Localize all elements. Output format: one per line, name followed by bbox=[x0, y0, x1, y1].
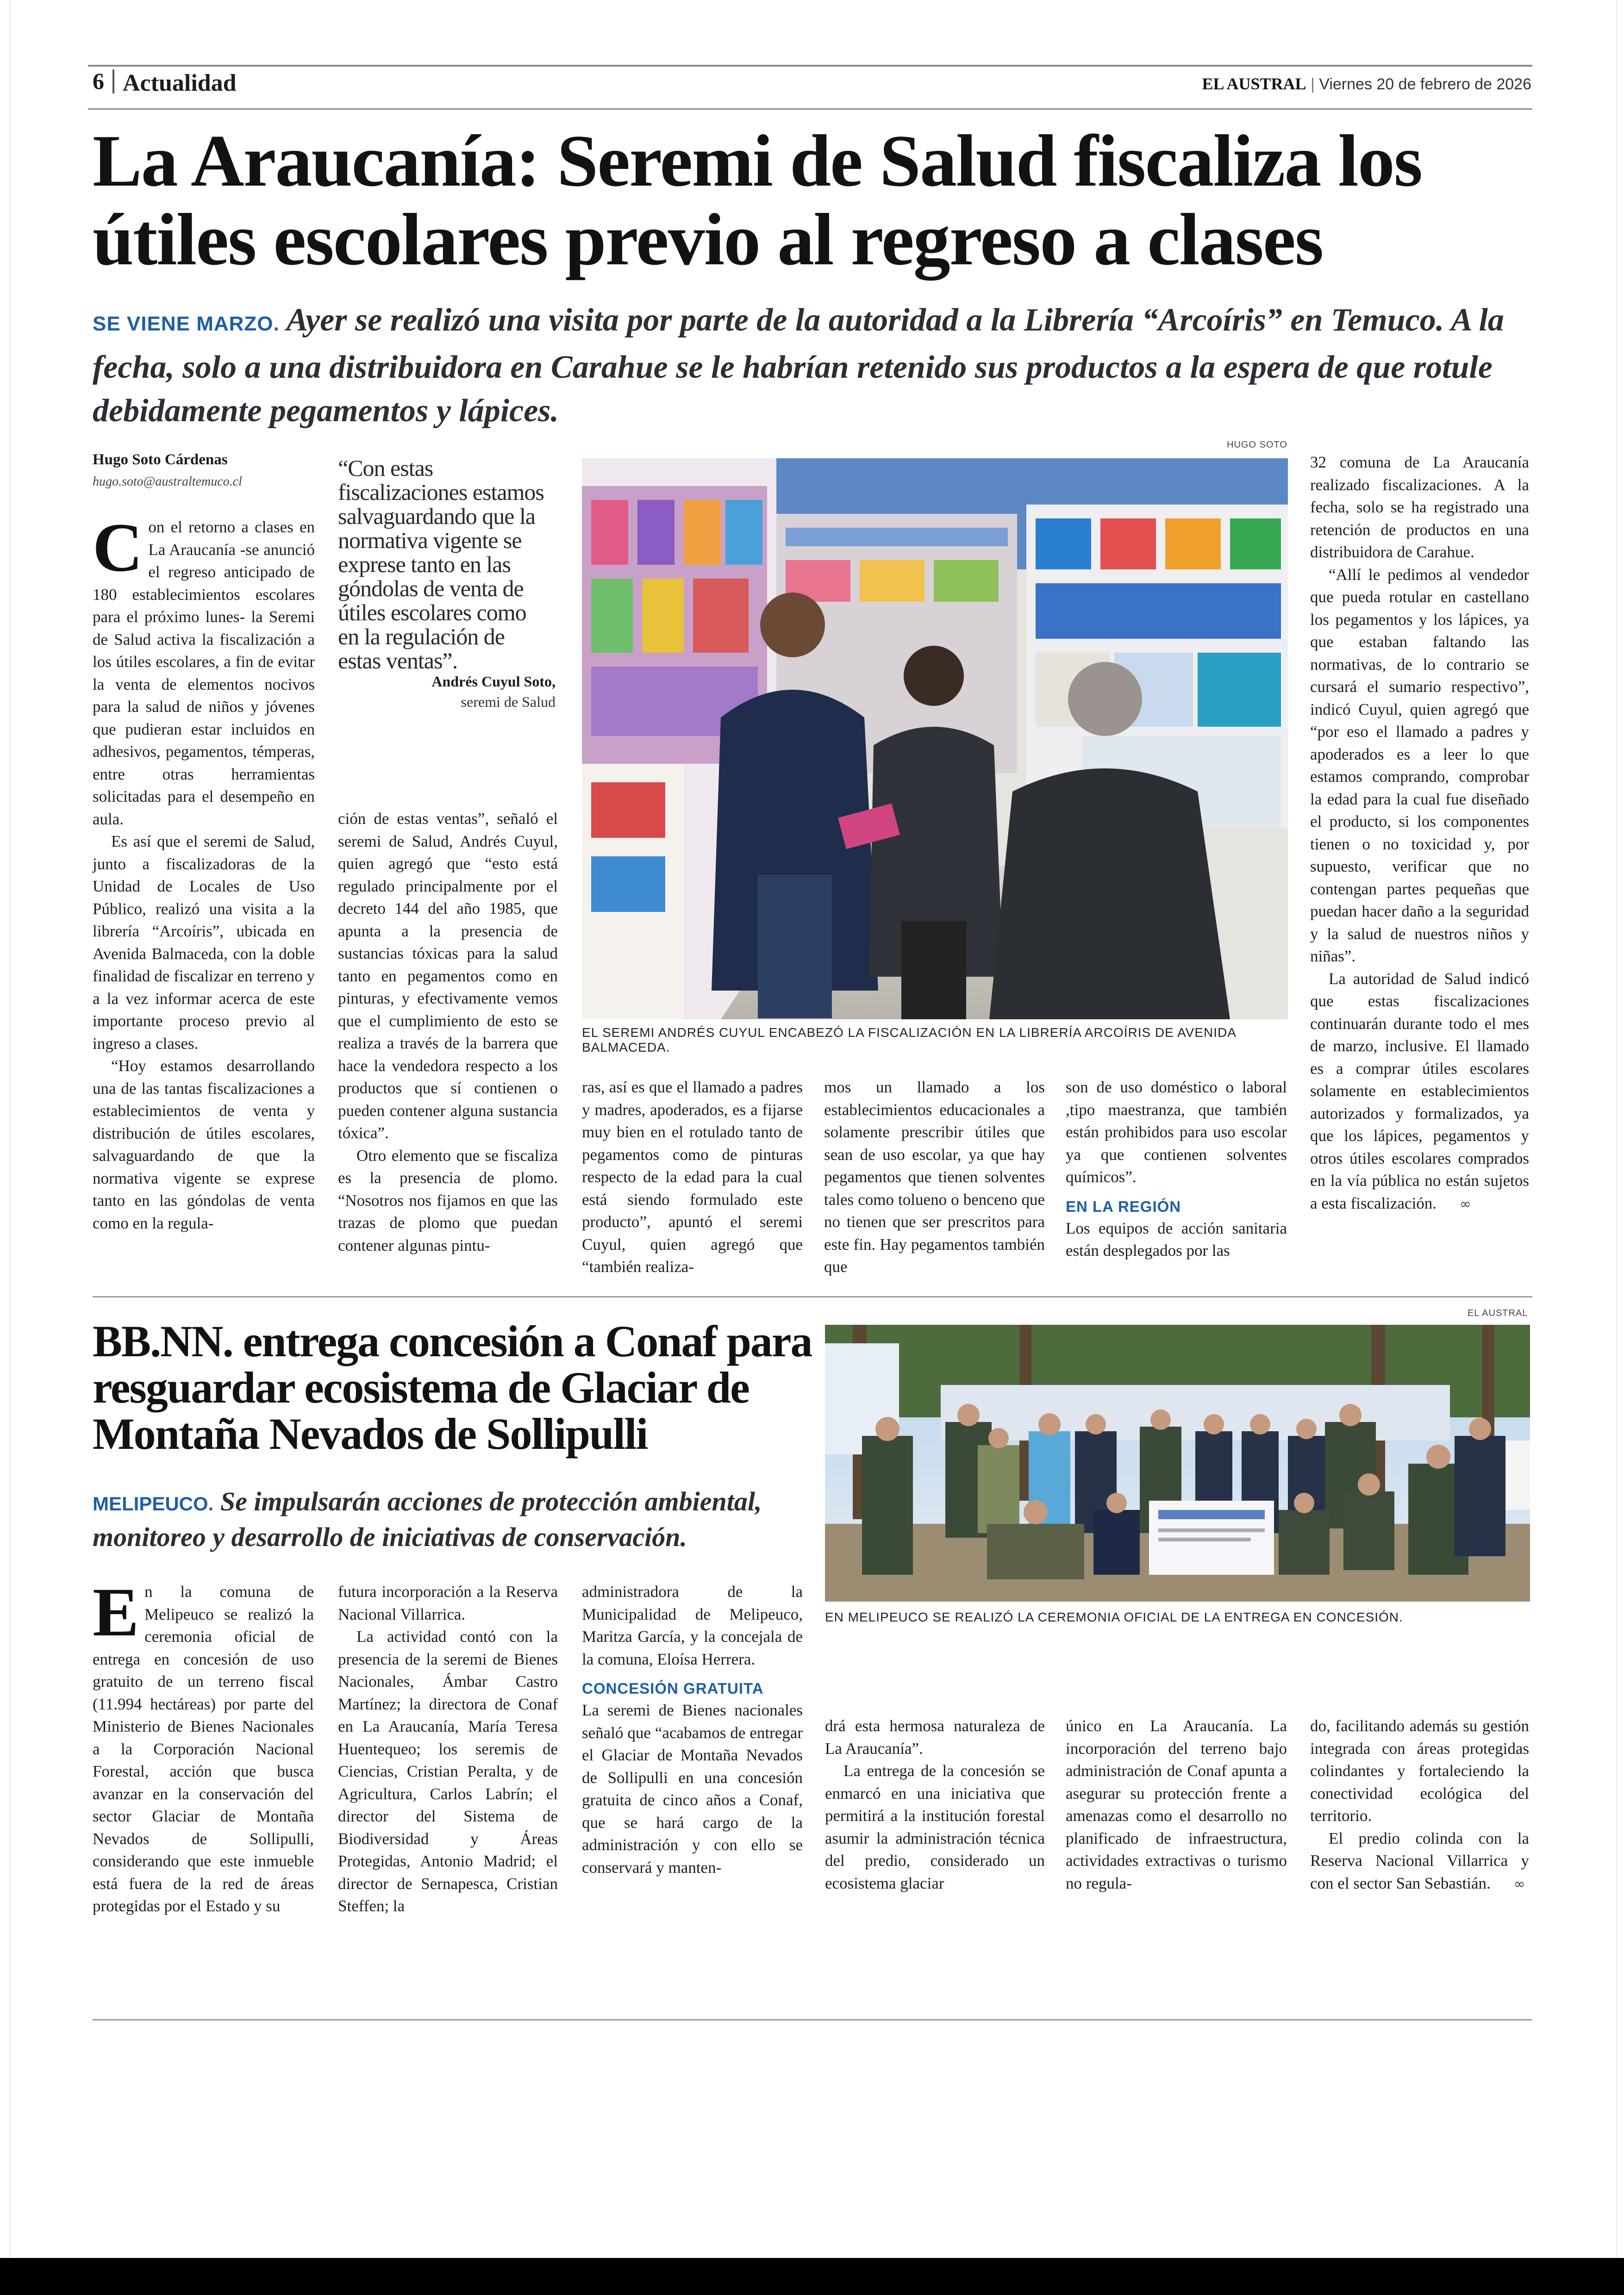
article2-column-2 bbox=[338, 1581, 558, 1918]
article2-column-6 bbox=[1310, 1715, 1529, 1895]
article-deck bbox=[93, 299, 1542, 433]
paragraph: Los equipos de acción sanitaria están desplegados por las bbox=[1066, 1219, 1287, 1260]
pull-quote-role: seremi de Salud bbox=[461, 693, 556, 710]
deck-text: Ayer se realizó una visita por parte de la autoridad a la Librería “Arcoíris” en Temuco. A la fecha, solo a una distribuidora en Carahue se le habrían retenido sus productos a la espera de que rotule debidamente pegamentos y lápices. bbox=[93, 302, 1504, 429]
paragraph bbox=[1310, 1827, 1529, 1895]
paragraph: ras, así es que el llamado a padres y madres, apoderados, es a fijarse muy bien en el rotulado tanto de pegamentos como de pinturas respecto de la edad para la cual está siendo formulado este producto”, apuntó el seremi Cuyul, quien agregó que “también realiza- bbox=[582, 1078, 803, 1276]
paragraph: son de uso doméstico o laboral ,tipo maestranza, que también están prohibidos para uso escolar ya que contienen solventes químicos”. bbox=[1066, 1078, 1287, 1186]
article1-column-1 bbox=[93, 509, 315, 1235]
paragraph: La entrega de la concesión se enmarcó en una iniciativa que permitirá a la institución forestal asumir la administración técnica del predio, considerado un ecosistema glaciar bbox=[825, 1762, 1045, 1892]
paragraph: administradora de la Municipalidad de Melipeuco, Maritza García, y la concejala de la comuna, Eloísa Herrera. bbox=[582, 1583, 803, 1668]
paragraph: Es así que el seremi de Salud, junto a fiscalizadoras de la Unidad de Locales de Uso Público, realizó una visita a la librería “Arcoíris”, ubicada en Avenida Balmaceda, con la doble finalidad de fiscalizar en terreno y a la vez informar acerca de este importante proceso previo al ingreso a clases. bbox=[93, 832, 315, 1053]
photo-caption: EL SEREMI ANDRÉS CUYUL ENCABEZÓ LA FISCALIZACIÓN EN LA LIBRERÍA ARCOÍRIS DE AVENIDA BALMACEDA. bbox=[582, 1025, 1236, 1054]
deck2-text: Se impulsarán acciones de protección ambiental, monitoreo y desarrollo de iniciativas de conservación. bbox=[93, 1486, 762, 1552]
end-mark-icon: ∞ bbox=[1460, 1196, 1472, 1212]
subhead-en-la-region: EN LA REGIÓN bbox=[1066, 1197, 1181, 1215]
photo2-credit: EL AUSTRAL bbox=[1468, 1308, 1528, 1318]
paragraph: único en La Araucanía. La incorporación del terreno bajo administración de Conaf apunta a asegurar su protección frente a amenazas como el desarrollo no planificado de infraestructura, actividades extractivas o turismo no regula- bbox=[1066, 1717, 1287, 1892]
paragraph: 32 comuna de La Araucanía realizado fiscalizaciones. A la fecha, solo se ha registrado una retención de productos en una distribuidora de Carahue. bbox=[1310, 453, 1529, 561]
header-bottom-rule bbox=[88, 108, 1532, 110]
paragraph: “Hoy estamos desarrollando una de las tantas fiscalizaciones a establecimientos de venta y distribución de útiles escolares, salvaguardando de que la normativa vigente se exprese tanto en las góndolas de venta como en la regula- bbox=[93, 1057, 315, 1232]
masthead: EL AUSTRAL | Viernes 20 de febrero de 2026 bbox=[1202, 75, 1531, 93]
article-headline: La Araucanía: Seremi de Salud fiscaliza los útiles escolares previo al regreso a clases bbox=[93, 119, 1422, 281]
paragraph: futura incorporación a la Reserva Nacional Villarrica. bbox=[338, 1583, 558, 1623]
article2-column-4 bbox=[825, 1715, 1045, 1895]
byline-email[interactable]: hugo.soto@australtemuco.cl bbox=[93, 474, 242, 489]
page-number: 6 bbox=[93, 68, 104, 94]
paragraph bbox=[1310, 968, 1529, 1215]
newspaper-name: EL AUSTRAL bbox=[1202, 75, 1306, 93]
end-mark-icon: ∞ bbox=[1513, 1876, 1525, 1892]
article2-deck bbox=[93, 1485, 815, 1554]
pull-quote-author: Andrés Cuyul Soto, bbox=[431, 673, 556, 690]
photo2-caption: EN MELIPEUCO SE REALIZÓ LA CEREMONIA OFICIAL DE LA ENTREGA EN CONCESIÓN. bbox=[825, 1610, 1403, 1624]
article2-kicker: MELIPEUCO. bbox=[93, 1493, 214, 1515]
article1-column-4 bbox=[824, 1076, 1045, 1278]
article2-column-5 bbox=[1066, 1715, 1287, 1895]
paragraph: La actividad contó con la presencia de la seremi de Bienes Nacionales, Ámbar Castro Martínez; la directora de Conaf en La Araucanía, María Teresa Huentequeo; los seremis de Ciencias, Cristian Peralta, y de Agricultura, Carlos Labrín; el director del Sistema de Biodiversidad y Áreas Protegidas, Antonio Madrid; el director de Sernapesca, Cristian Steffen; la bbox=[338, 1628, 558, 1915]
article1-column-2 bbox=[338, 808, 558, 1257]
paragraph: drá esta hermosa naturaleza de La Araucanía”. bbox=[825, 1717, 1045, 1758]
dropcap: E bbox=[93, 1574, 139, 1651]
dropcap: C bbox=[93, 509, 143, 586]
paragraph: La seremi de Bienes nacionales señaló que “acabamos de entregar el Glaciar de Montaña Nevados de Sollipulli en una concesión gratuita de cinco años a Conaf, que se hará cargo de la administración y con ello se conservará y manten- bbox=[582, 1701, 803, 1877]
byline-author: Hugo Soto Cárdenas bbox=[93, 451, 228, 468]
photo-credit: HUGO SOTO bbox=[1227, 440, 1287, 450]
article-kicker: SE VIENE MARZO. bbox=[93, 312, 280, 335]
paragraph: do, facilitando además su gestión integrada con áreas protegidas colindantes y fortaleciendo la conectividad ecológica del territorio. bbox=[1310, 1717, 1529, 1825]
article2-column-1 bbox=[93, 1574, 314, 1918]
article2-headline: BB.NN. entrega concesión a Conaf para resguardar ecosistema de Glaciar de Montaña Nevados de Sollipulli bbox=[93, 1316, 812, 1459]
article-divider bbox=[93, 1296, 1532, 1297]
paragraph: n la comuna de Melipeuco se realizó la ceremonia oficial de entrega en concesión de uso gratuito de un terreno fiscal (11.994 hectáreas) por parte del Ministerio de Bienes Nacionales a la Corporación Nacional Forestal, acción que busca avanzar en la conservación del sector Glaciar de Montaña Nevados de Sollipulli, considerando que este inmueble está fuera de la red de áreas protegidas por el Estado y su bbox=[93, 1583, 314, 1915]
header-separator bbox=[112, 69, 114, 94]
subhead-concesion-gratuita: CONCESIÓN GRATUITA bbox=[582, 1680, 764, 1697]
paragraph: Otro elemento que se fiscaliza es la presencia de plomo. “Nosotros nos fijamos en que las trazas de plomo que puedan contener algunas pintu- bbox=[338, 1146, 558, 1254]
paragraph: ción de estas ventas”, señaló el seremi de Salud, Andrés Cuyul, quien agregó que “esto está regulado principalmente por el decreto 144 del año 1985, que apunta a la presencia de sustancias tóxicas para la salud tanto en pegamentos como en pinturas, y efectivamente vemos que el cumplimiento de esto se realiza a través de la barrera que hace la vendedora respecto a los productos que sí contienen o pueden contener alguna sustancia tóxica”. bbox=[338, 810, 558, 1142]
section-name: Actualidad bbox=[123, 70, 237, 96]
article1-column-5 bbox=[1066, 1076, 1287, 1262]
bottom-divider bbox=[93, 2019, 1532, 2021]
paragraph: on el retorno a clases en La Araucanía -se anunció el regreso anticipado de 180 establecimientos escolares para el próximo lunes- la Seremi de Salud activa la fiscalización a los útiles escolares, a fin de evitar la venta de elementos nocivos para la salud de niños y jóvenes que pudieran estar incluidos en adhesivos, pegamentos, témperas, entre otras herramientas solicitadas para el desempeño en aula. bbox=[93, 518, 315, 828]
article1-column-3 bbox=[582, 1076, 803, 1278]
article1-column-6 bbox=[1310, 451, 1529, 1215]
article2-column-3 bbox=[582, 1581, 803, 1879]
paragraph: mos un llamado a los establecimientos educacionales a solamente prescribir útiles que sean de uso escolar, ya que hay pegamentos que tienen solventes tales como tolueno o benceno que no tienen que ser prescritos para este fin. Hay pegamentos también que bbox=[824, 1078, 1045, 1276]
paragraph-text: La autoridad de Salud indicó que estas fiscalizaciones continuarán durante todo el mes de marzo, inclusive. El llamado es a comprar útiles escolares solamente en establecimientos autorizados y formalizados, ya que los lápices, pegamentos y otros útiles escolares comprados en la vía pública no están sujetos a esta fiscalización. bbox=[1310, 969, 1529, 1212]
bookstore-photo bbox=[582, 458, 1288, 1019]
header-top-rule bbox=[88, 65, 1532, 67]
paragraph-text: El predio colinda con la Reserva Nacional Villarrica y con el sector San Sebastián. bbox=[1310, 1829, 1529, 1892]
ceremony-photo bbox=[825, 1325, 1530, 1602]
pull-quote: “Con estas fiscalizaciones estamos salvaguardando que la normativa vigente se exprese tanto en las góndolas de venta de útiles escolares como en la regulación de estas ventas”. bbox=[338, 455, 544, 674]
paragraph: “Allí le pedimos al vendedor que pueda rotular en castellano los pegamentos y los lápices, ya que estaban faltando las normativas, de lo contrario se cursará el sumario respectivo”, indicó Cuyul, quien agregó que “por eso el llamado a padres y apoderados es a leer lo que estamos comprando, comprobar la edad para la cual fue diseñado el producto, si los componentes tienen o no toxicidad y, por supuesto, verificar que no contengan partes pequeñas que puedan hacer daño a la seguridad y la salud de nuestros niños y niñas”. bbox=[1310, 565, 1529, 965]
viewer-bottom-bar bbox=[0, 2258, 1624, 2295]
issue-date: Viernes 20 de febrero de 2026 bbox=[1319, 75, 1531, 93]
